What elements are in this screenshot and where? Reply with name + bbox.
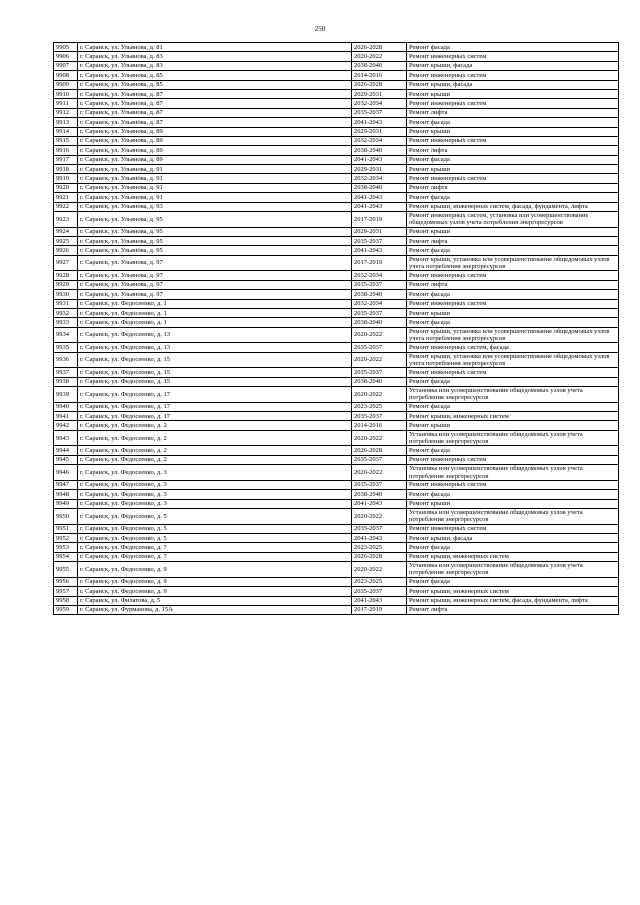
row-number: 9915 [54, 136, 78, 145]
table-row [54, 577, 619, 586]
table-row [54, 146, 619, 155]
work-type-cell: Ремонт инженерных систем [407, 71, 619, 80]
row-number: 9924 [54, 227, 78, 236]
period-cell: 2029-2031 [352, 127, 407, 136]
work-type-cell: Ремонт фасада [407, 193, 619, 202]
page-number: 250 [314, 25, 326, 33]
address-cell: г. Саранск, ул. Ульянова, д. 89 [78, 146, 352, 155]
table-row [54, 562, 619, 578]
address-cell: г. Саранск, ул. Федосеенко, д. 2 [78, 421, 352, 430]
period-cell: 2035-2037 [352, 343, 407, 352]
work-type-cell: Ремонт фасада [407, 446, 619, 455]
period-cell: 2041-2043 [352, 155, 407, 164]
address-cell: г. Саранск, ул. Федосеенко, д. 15 [78, 352, 352, 368]
row-number: 9951 [54, 524, 78, 533]
table-row [54, 596, 619, 605]
period-cell: 2032-2034 [352, 174, 407, 183]
work-type-cell: Ремонт инженерных систем [407, 174, 619, 183]
row-number: 9932 [54, 308, 78, 317]
period-cell: 2035-2037 [352, 455, 407, 464]
table-row [54, 52, 619, 61]
work-type-cell: Ремонт фасада [407, 118, 619, 127]
work-type-cell: Ремонт инженерных систем [407, 271, 619, 280]
period-cell: 2014-2016 [352, 421, 407, 430]
work-type-cell: Ремонт инженерных систем [407, 52, 619, 61]
table-row [54, 587, 619, 596]
address-cell: г. Саранск, ул. Федосеенко, д. 9 [78, 562, 352, 578]
work-type-cell: Установка или усовершенствование общедомовых узлов учета потребления энергоресурсов [407, 465, 619, 481]
address-cell: г. Саранск, ул. Ульянова, д. 91 [78, 174, 352, 183]
work-type-cell: Ремонт крыши, инженерных систем [407, 412, 619, 421]
table-row [54, 368, 619, 377]
table-row [54, 155, 619, 164]
address-cell: г. Саранск, ул. Ульянова, д. 97 [78, 271, 352, 280]
address-cell: г. Саранск, ул. Федосеенко, д. 7 [78, 543, 352, 552]
table-row [54, 524, 619, 533]
row-number: 9922 [54, 202, 78, 211]
row-number: 9916 [54, 146, 78, 155]
address-cell: г. Саранск, ул. Ульянова, д. 91 [78, 165, 352, 174]
period-cell: 2041-2043 [352, 193, 407, 202]
period-cell: 2041-2043 [352, 596, 407, 605]
period-cell: 2032-2034 [352, 271, 407, 280]
row-number: 9914 [54, 127, 78, 136]
row-number: 9908 [54, 71, 78, 80]
period-cell: 2029-2031 [352, 89, 407, 98]
row-number: 9955 [54, 562, 78, 578]
work-type-cell: Ремонт крыши, инженерных систем [407, 552, 619, 561]
period-cell: 2035-2037 [352, 237, 407, 246]
work-type-cell: Ремонт лифта [407, 280, 619, 289]
row-number: 9931 [54, 299, 78, 308]
row-number: 9954 [54, 552, 78, 561]
work-type-cell: Ремонт крыши [407, 499, 619, 508]
address-cell: г. Саранск, ул. Федосеенко, д. 9 [78, 587, 352, 596]
table-row [54, 499, 619, 508]
table-row [54, 490, 619, 499]
address-cell: г. Саранск, ул. Ульянова, д. 87 [78, 89, 352, 98]
period-cell: 2020-2022 [352, 387, 407, 403]
table-row [54, 99, 619, 108]
period-cell: 2038-2040 [352, 490, 407, 499]
row-number: 9949 [54, 499, 78, 508]
row-number: 9942 [54, 421, 78, 430]
work-type-cell: Ремонт крыши, установка или усовершенствование общедомовых узлов учета потребления энергоресурсов [407, 352, 619, 368]
table-row [54, 136, 619, 145]
work-type-cell: Ремонт крыши, установка или усовершенствование общедомовых узлов учета потребления энергоресурсов [407, 327, 619, 343]
row-number: 9907 [54, 61, 78, 70]
table-row [54, 402, 619, 411]
work-type-cell: Ремонт крыши, инженерных систем, фасада, фундамента, лифта [407, 596, 619, 605]
period-cell: 2035-2037 [352, 108, 407, 117]
period-cell: 2035-2037 [352, 587, 407, 596]
address-cell: г. Саранск, ул. Федосеенко, д. 15 [78, 377, 352, 386]
address-cell: г. Саранск, ул. Федосеенко, д. 15 [78, 368, 352, 377]
work-type-cell: Ремонт крыши, инженерных систем [407, 587, 619, 596]
row-number: 9913 [54, 118, 78, 127]
row-number: 9952 [54, 533, 78, 542]
period-cell: 2017-2019 [352, 605, 407, 614]
period-cell: 2038-2040 [352, 146, 407, 155]
table-row [54, 605, 619, 614]
row-number: 9905 [54, 43, 78, 52]
repair-schedule-table [53, 42, 619, 615]
period-cell: 2038-2040 [352, 183, 407, 192]
table-row [54, 183, 619, 192]
work-type-cell: Ремонт фасада [407, 377, 619, 386]
period-cell: 2032-2034 [352, 299, 407, 308]
table-row [54, 61, 619, 70]
work-type-cell: Ремонт инженерных систем, фасада [407, 343, 619, 352]
table-row [54, 202, 619, 211]
work-type-cell: Ремонт инженерных систем [407, 368, 619, 377]
address-cell: г. Саранск, ул. Ульянова, д. 95 [78, 246, 352, 255]
work-type-cell: Ремонт фасада [407, 318, 619, 327]
address-cell: г. Саранск, ул. Ульянова, д. 81 [78, 43, 352, 52]
row-number: 9919 [54, 174, 78, 183]
period-cell: 2038-2040 [352, 61, 407, 70]
table-row [54, 327, 619, 343]
address-cell: г. Саранск, ул. Федосеенко, д. 2 [78, 430, 352, 446]
work-type-cell: Ремонт крыши, установка или усовершенствование общедомовых узлов учета потребления энергоресурсов [407, 255, 619, 271]
row-number: 9910 [54, 89, 78, 98]
row-number: 9929 [54, 280, 78, 289]
row-number: 9926 [54, 246, 78, 255]
period-cell: 2035-2037 [352, 480, 407, 489]
address-cell: г. Саранск, ул. Ульянова, д. 83 [78, 61, 352, 70]
address-cell: г. Саранск, ул. Ульянова, д. 93 [78, 202, 352, 211]
table-row [54, 455, 619, 464]
address-cell: г. Саранск, ул. Ульянова, д. 85 [78, 71, 352, 80]
period-cell: 2017-2019 [352, 255, 407, 271]
table-row [54, 430, 619, 446]
period-cell: 2035-2037 [352, 308, 407, 317]
work-type-cell: Ремонт лифта [407, 108, 619, 117]
table-row [54, 89, 619, 98]
address-cell: г. Саранск, ул. Федосеенко, д. 5 [78, 509, 352, 525]
table-row [54, 165, 619, 174]
address-cell: г. Саранск, ул. Федосеенко, д. 2 [78, 446, 352, 455]
period-cell: 2038-2040 [352, 318, 407, 327]
period-cell: 2035-2037 [352, 368, 407, 377]
row-number: 9950 [54, 509, 78, 525]
period-cell: 2026-2028 [352, 43, 407, 52]
table-row [54, 421, 619, 430]
address-cell: г. Саранск, ул. Филатова, д. 5 [78, 596, 352, 605]
table-row [54, 308, 619, 317]
table-row [54, 80, 619, 89]
period-cell: 2020-2022 [352, 562, 407, 578]
row-number: 9933 [54, 318, 78, 327]
period-cell: 2020-2022 [352, 52, 407, 61]
address-cell: г. Саранск, ул. Федосеенко, д. 7 [78, 552, 352, 561]
work-type-cell: Ремонт лифта [407, 183, 619, 192]
address-cell: г. Саранск, ул. Ульянова, д. 91 [78, 193, 352, 202]
address-cell: г. Саранск, ул. Ульянова, д. 89 [78, 127, 352, 136]
row-number: 9956 [54, 577, 78, 586]
work-type-cell: Ремонт лифта [407, 237, 619, 246]
row-number: 9953 [54, 543, 78, 552]
address-cell: г. Саранск, ул. Федосеенко, д. 3 [78, 490, 352, 499]
work-type-cell: Ремонт инженерных систем [407, 480, 619, 489]
work-type-cell: Ремонт крыши, фасада [407, 80, 619, 89]
period-cell: 2020-2022 [352, 465, 407, 481]
period-cell: 2020-2022 [352, 509, 407, 525]
work-type-cell: Ремонт инженерных систем [407, 524, 619, 533]
address-cell: г. Саранск, ул. Ульянова, д. 87 [78, 118, 352, 127]
row-number: 9923 [54, 212, 78, 228]
address-cell: г. Саранск, ул. Федосеенко, д. 9 [78, 577, 352, 586]
table-row [54, 227, 619, 236]
table-row [54, 412, 619, 421]
address-cell: г. Саранск, ул. Ульянова, д. 97 [78, 280, 352, 289]
table-row [54, 543, 619, 552]
work-type-cell: Ремонт фасада [407, 577, 619, 586]
address-cell: г. Саранск, ул. Федосеенко, д. 5 [78, 524, 352, 533]
table-row [54, 271, 619, 280]
work-type-cell: Ремонт крыши, фасада [407, 61, 619, 70]
table-row [54, 480, 619, 489]
table-row [54, 237, 619, 246]
table-row [54, 255, 619, 271]
row-number: 9959 [54, 605, 78, 614]
address-cell: г. Саранск, ул. Ульянова, д. 87 [78, 108, 352, 117]
period-cell: 2023-2025 [352, 402, 407, 411]
table-row [54, 71, 619, 80]
work-type-cell: Ремонт фасада [407, 246, 619, 255]
address-cell: г. Саранск, ул. Ульянова, д. 89 [78, 155, 352, 164]
work-type-cell: Ремонт фасада [407, 490, 619, 499]
row-number: 9937 [54, 368, 78, 377]
period-cell: 2023-2025 [352, 543, 407, 552]
row-number: 9936 [54, 352, 78, 368]
address-cell: г. Саранск, ул. Ульянова, д. 91 [78, 183, 352, 192]
table-row [54, 387, 619, 403]
work-type-cell: Ремонт лифта [407, 146, 619, 155]
address-cell: г. Саранск, ул. Ульянова, д. 95 [78, 212, 352, 228]
address-cell: г. Саранск, ул. Ульянова, д. 89 [78, 136, 352, 145]
address-cell: г. Саранск, ул. Федосеенко, д. 3 [78, 480, 352, 489]
address-cell: г. Саранск, ул. Федосеенко, д. 3 [78, 465, 352, 481]
address-cell: г. Саранск, ул. Федосеенко, д. 13 [78, 327, 352, 343]
row-number: 9909 [54, 80, 78, 89]
address-cell: г. Саранск, ул. Ульянова, д. 85 [78, 80, 352, 89]
work-type-cell: Установка или усовершенствование общедомовых узлов учета потребления энергоресурсов [407, 562, 619, 578]
period-cell: 2020-2022 [352, 352, 407, 368]
table-row [54, 174, 619, 183]
period-cell: 2038-2040 [352, 377, 407, 386]
work-type-cell: Ремонт крыши [407, 421, 619, 430]
period-cell: 2026-2028 [352, 80, 407, 89]
row-number: 9935 [54, 343, 78, 352]
row-number: 9943 [54, 430, 78, 446]
row-number: 9928 [54, 271, 78, 280]
table-row [54, 290, 619, 299]
table-row [54, 509, 619, 525]
address-cell: г. Саранск, ул. Ульянова, д. 83 [78, 52, 352, 61]
period-cell: 2014-2016 [352, 71, 407, 80]
table-body [54, 43, 619, 615]
row-number: 9939 [54, 387, 78, 403]
period-cell: 2017-2019 [352, 212, 407, 228]
address-cell: г. Саранск, ул. Ульянова, д. 97 [78, 290, 352, 299]
row-number: 9934 [54, 327, 78, 343]
table-row [54, 246, 619, 255]
row-number: 9930 [54, 290, 78, 299]
row-number: 9945 [54, 455, 78, 464]
address-cell: г. Саранск, ул. Федосеенко, д. 13 [78, 343, 352, 352]
table-row [54, 127, 619, 136]
table-row [54, 299, 619, 308]
period-cell: 2026-2028 [352, 552, 407, 561]
period-cell: 2029-2031 [352, 165, 407, 174]
address-cell: г. Саранск, ул. Ульянова, д. 97 [78, 255, 352, 271]
work-type-cell: Ремонт фасада [407, 43, 619, 52]
period-cell: 2041-2043 [352, 118, 407, 127]
period-cell: 2041-2043 [352, 533, 407, 542]
row-number: 9911 [54, 99, 78, 108]
work-type-cell: Установка или усовершенствование общедомовых узлов учета потребления энергоресурсов [407, 430, 619, 446]
table-row [54, 43, 619, 52]
row-number: 9912 [54, 108, 78, 117]
work-type-cell: Ремонт фасада [407, 290, 619, 299]
address-cell: г. Саранск, ул. Федосеенко, д. 17 [78, 387, 352, 403]
address-cell: г. Саранск, ул. Ульянова, д. 95 [78, 227, 352, 236]
period-cell: 2035-2037 [352, 280, 407, 289]
row-number: 9946 [54, 465, 78, 481]
work-type-cell: Ремонт крыши [407, 127, 619, 136]
work-type-cell: Ремонт крыши, фасада [407, 533, 619, 542]
work-type-cell: Ремонт фасада [407, 402, 619, 411]
period-cell: 2041-2043 [352, 499, 407, 508]
period-cell: 2029-2031 [352, 227, 407, 236]
table-row [54, 552, 619, 561]
row-number: 9921 [54, 193, 78, 202]
address-cell: г. Саранск, ул. Фурманова, д. 15А [78, 605, 352, 614]
row-number: 9938 [54, 377, 78, 386]
table-row [54, 280, 619, 289]
table-row [54, 108, 619, 117]
row-number: 9958 [54, 596, 78, 605]
work-type-cell: Ремонт крыши, инженерных систем, фасада, фундамента, лифта [407, 202, 619, 211]
row-number: 9944 [54, 446, 78, 455]
work-type-cell: Ремонт лифта [407, 605, 619, 614]
work-type-cell: Установка или усовершенствование общедомовых узлов учета потребления энергоресурсов [407, 387, 619, 403]
work-type-cell: Ремонт крыши [407, 165, 619, 174]
row-number: 9940 [54, 402, 78, 411]
row-number: 9906 [54, 52, 78, 61]
table-row [54, 193, 619, 202]
row-number: 9927 [54, 255, 78, 271]
period-cell: 2023-2025 [352, 577, 407, 586]
period-cell: 2026-2028 [352, 446, 407, 455]
table-row [54, 377, 619, 386]
work-type-cell: Ремонт инженерных систем [407, 136, 619, 145]
row-number: 9917 [54, 155, 78, 164]
address-cell: г. Саранск, ул. Федосеенко, д. 1 [78, 299, 352, 308]
address-cell: г. Саранск, ул. Федосеенко, д. 2 [78, 455, 352, 464]
row-number: 9918 [54, 165, 78, 174]
work-type-cell: Ремонт инженерных систем [407, 299, 619, 308]
table-row [54, 318, 619, 327]
row-number: 9941 [54, 412, 78, 421]
address-cell: г. Саранск, ул. Федосеенко, д. 1 [78, 308, 352, 317]
period-cell: 2020-2022 [352, 430, 407, 446]
address-cell: г. Саранск, ул. Федосеенко, д. 5 [78, 533, 352, 542]
address-cell: г. Саранск, ул. Ульянова, д. 87 [78, 99, 352, 108]
row-number: 9948 [54, 490, 78, 499]
period-cell: 2041-2043 [352, 202, 407, 211]
address-cell: г. Саранск, ул. Федосеенко, д. 17 [78, 402, 352, 411]
row-number: 9947 [54, 480, 78, 489]
work-type-cell: Ремонт фасада [407, 155, 619, 164]
period-cell: 2035-2037 [352, 524, 407, 533]
table-row [54, 465, 619, 481]
work-type-cell: Установка или усовершенствование общедомовых узлов учета потребления энергоресурсов [407, 509, 619, 525]
period-cell: 2032-2034 [352, 99, 407, 108]
address-cell: г. Саранск, ул. Федосеенко, д. 3 [78, 499, 352, 508]
row-number: 9925 [54, 237, 78, 246]
work-type-cell: Ремонт фасада [407, 543, 619, 552]
address-cell: г. Саранск, ул. Федосеенко, д. 17 [78, 412, 352, 421]
table-row [54, 446, 619, 455]
period-cell: 2038-2040 [352, 290, 407, 299]
address-cell: г. Саранск, ул. Ульянова, д. 95 [78, 237, 352, 246]
work-type-cell: Ремонт крыши [407, 308, 619, 317]
table-row [54, 352, 619, 368]
period-cell: 2020-2022 [352, 327, 407, 343]
row-number: 9957 [54, 587, 78, 596]
work-type-cell: Ремонт крыши [407, 89, 619, 98]
row-number: 9920 [54, 183, 78, 192]
period-cell: 2041-2043 [352, 246, 407, 255]
table-row [54, 343, 619, 352]
work-type-cell: Ремонт крыши [407, 227, 619, 236]
work-type-cell: Ремонт инженерных систем, установка или усовершенствование общедомовых узлов учета потребления энергоресурсов [407, 212, 619, 228]
table-row [54, 212, 619, 228]
table-row [54, 533, 619, 542]
period-cell: 2032-2034 [352, 136, 407, 145]
period-cell: 2035-2037 [352, 412, 407, 421]
table-row [54, 118, 619, 127]
address-cell: г. Саранск, ул. Федосеенко, д. 1 [78, 318, 352, 327]
work-type-cell: Ремонт инженерных систем [407, 455, 619, 464]
work-type-cell: Ремонт инженерных систем [407, 99, 619, 108]
